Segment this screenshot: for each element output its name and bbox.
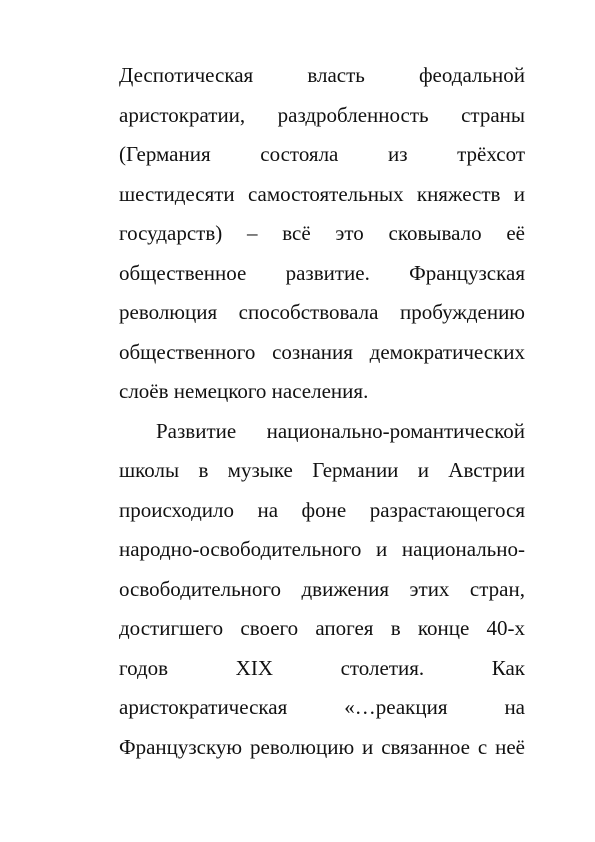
paragraph-2 — [119, 412, 525, 768]
text-line: народно-освободительного и национально- — [119, 537, 525, 561]
text-line: Развитие национально-романтической — [156, 418, 525, 443]
text-line: годов XIX столетия. Как — [119, 655, 525, 680]
text-line: аристократическая «…реакция на — [119, 695, 525, 719]
text-line: шестидесяти самостоятельных княжеств и — [119, 181, 525, 206]
text-line: (Германия состояла из трёхсот — [119, 142, 525, 166]
body-text — [119, 56, 525, 767]
paragraph-1 — [119, 56, 525, 412]
text-line: общественного сознания демократических — [119, 339, 525, 364]
text-line: слоёв немецкого населения. — [119, 379, 369, 403]
text-line: школы в музыке Германии и Австрии — [119, 458, 525, 482]
text-line: освободительного движения этих стран, — [119, 576, 525, 601]
text-line: достигшего своего апогея в конце 40-х — [119, 616, 525, 640]
text-line: государств) – всё это сковывало её — [119, 221, 525, 245]
text-line: Французскую революцию и связанное с неё — [119, 734, 525, 759]
text-line: общественное развитие. Французская — [119, 260, 525, 285]
text-line: аристократии, раздробленность страны — [119, 102, 525, 127]
text-line: революция способствовала пробуждению — [119, 300, 525, 324]
text-line: Деспотическая власть феодальной — [119, 63, 525, 87]
text-line: происходило на фоне разрастающегося — [119, 497, 525, 522]
